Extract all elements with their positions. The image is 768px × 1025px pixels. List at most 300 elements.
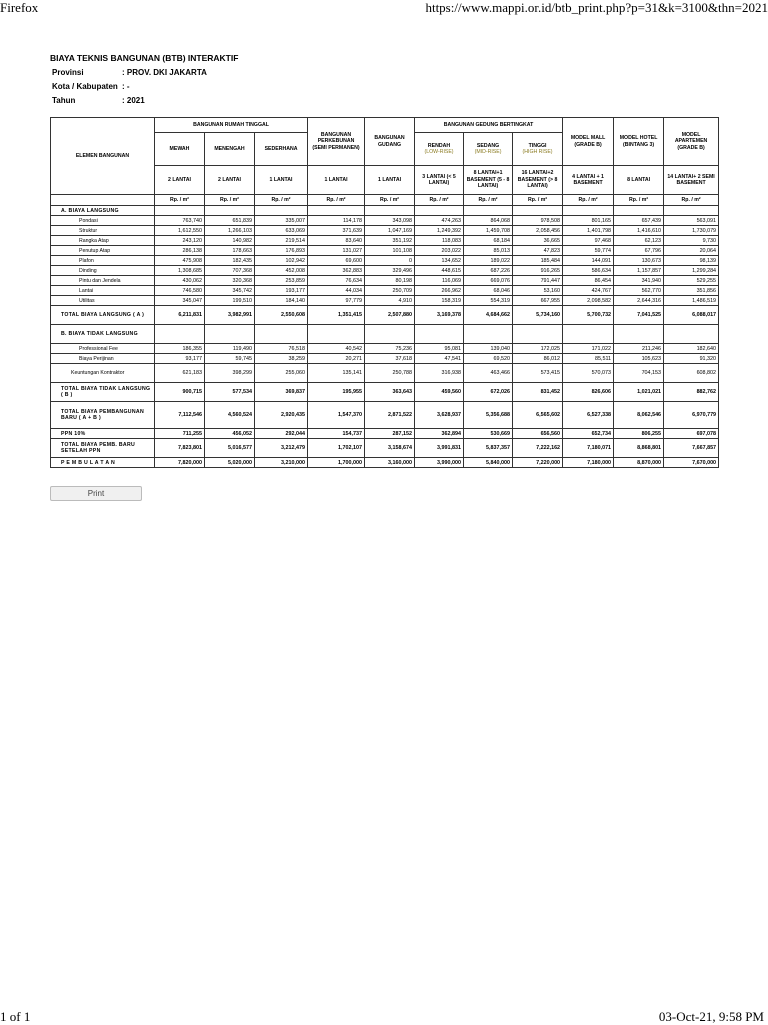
- value-cell: 185,484: [513, 256, 563, 266]
- value-cell: 186,355: [155, 344, 205, 354]
- value-cell: 53,160: [513, 286, 563, 296]
- floors-cell: 1 LANTAI: [308, 166, 365, 195]
- value-cell: 633,069: [255, 226, 308, 236]
- sub-tinggi: [513, 133, 563, 166]
- value-cell: 182,435: [205, 256, 255, 266]
- value-cell: 3,628,937: [415, 402, 464, 429]
- value-cell: 95,081: [415, 344, 464, 354]
- table-row: [51, 429, 719, 439]
- meta-provinsi: [52, 68, 207, 77]
- value-cell: 316,938: [415, 364, 464, 383]
- value-cell: [563, 206, 614, 216]
- value-cell: 4,910: [365, 296, 415, 306]
- value-cell: 199,510: [205, 296, 255, 306]
- sub-sederhana: SEDERHANA: [255, 133, 308, 166]
- value-cell: 1,351,415: [308, 306, 365, 325]
- value-cell: [614, 206, 664, 216]
- value-cell: 85,511: [563, 354, 614, 364]
- value-cell: 250,709: [365, 286, 415, 296]
- value-cell: 134,652: [415, 256, 464, 266]
- value-cell: 20,271: [308, 354, 365, 364]
- floors-cell: 1 LANTAI: [255, 166, 308, 195]
- value-cell: 114,178: [308, 216, 365, 226]
- value-cell: 86,454: [563, 276, 614, 286]
- value-cell: 2,920,435: [255, 402, 308, 429]
- table-row: [51, 286, 719, 296]
- value-cell: 171,022: [563, 344, 614, 354]
- value-cell: 47,541: [415, 354, 464, 364]
- sub-rendah-rise: (LOW-RISE): [424, 149, 454, 155]
- value-cell: 475,908: [155, 256, 205, 266]
- value-cell: 8,868,801: [614, 439, 664, 458]
- value-cell: 189,022: [464, 256, 513, 266]
- value-cell: 8,870,000: [614, 458, 664, 468]
- value-cell: 362,883: [308, 266, 365, 276]
- floors-cell: 2 LANTAI: [155, 166, 205, 195]
- value-cell: 97,468: [563, 236, 614, 246]
- floors-cell: 3 LANTAI (< 5 LANTAI): [415, 166, 464, 195]
- value-cell: 195,955: [308, 383, 365, 402]
- value-cell: 266,962: [415, 286, 464, 296]
- value-cell: [415, 325, 464, 344]
- value-cell: 1,157,857: [614, 266, 664, 276]
- unit-row-spacer: [51, 195, 155, 206]
- row-label: Pintu dan Jendela: [51, 276, 155, 286]
- meta-tahun: [52, 96, 145, 105]
- value-cell: 1,401,798: [563, 226, 614, 236]
- value-cell: 40,542: [308, 344, 365, 354]
- value-cell: 219,514: [255, 236, 308, 246]
- value-cell: 193,177: [255, 286, 308, 296]
- value-cell: 320,368: [205, 276, 255, 286]
- value-cell: 1,486,519: [664, 296, 719, 306]
- floors-cell: 14 LANTAI+ 2 SEMI BASEMENT: [664, 166, 719, 195]
- unit-row: [51, 195, 719, 206]
- sub-sedang-label: SEDANG: [476, 142, 500, 149]
- value-cell: 253,859: [255, 276, 308, 286]
- value-cell: [664, 325, 719, 344]
- value-cell: 119,490: [205, 344, 255, 354]
- value-cell: 1,459,708: [464, 226, 513, 236]
- meta-value: : -: [122, 82, 130, 91]
- value-cell: 2,098,582: [563, 296, 614, 306]
- value-cell: 652,734: [563, 429, 614, 439]
- value-cell: 3,982,991: [205, 306, 255, 325]
- row-label: PPN 10%: [51, 429, 155, 439]
- value-cell: 36,665: [513, 236, 563, 246]
- value-cell: 7,041,525: [614, 306, 664, 325]
- group-gudang-header: BANGUNAN GUDANG: [365, 118, 415, 166]
- value-cell: [155, 325, 205, 344]
- row-label: TOTAL BIAYA PEMB. BARU SETELAH PPN: [51, 439, 155, 458]
- value-cell: [464, 325, 513, 344]
- value-cell: 139,040: [464, 344, 513, 354]
- value-cell: 6,565,602: [513, 402, 563, 429]
- value-cell: 763,740: [155, 216, 205, 226]
- value-cell: 154,737: [308, 429, 365, 439]
- unit-cell: Rp. / m²: [513, 195, 563, 206]
- value-cell: 1,702,107: [308, 439, 365, 458]
- value-cell: 7,820,000: [155, 458, 205, 468]
- value-cell: 176,893: [255, 246, 308, 256]
- row-label: Struktur: [51, 226, 155, 236]
- value-cell: 7,220,000: [513, 458, 563, 468]
- value-cell: 102,942: [255, 256, 308, 266]
- value-cell: 59,774: [563, 246, 614, 256]
- table-row: [51, 306, 719, 325]
- value-cell: 3,160,000: [365, 458, 415, 468]
- row-label: Keuntungan Kontraktor: [51, 364, 155, 383]
- table-row: [51, 458, 719, 468]
- value-cell: 371,639: [308, 226, 365, 236]
- value-cell: 286,138: [155, 246, 205, 256]
- page-counter: 1 of 1: [0, 1009, 31, 1024]
- table-row: [51, 246, 719, 256]
- sub-mewah: MEWAH: [155, 133, 205, 166]
- value-cell: 7,112,546: [155, 402, 205, 429]
- value-cell: [365, 325, 415, 344]
- value-cell: 697,078: [664, 429, 719, 439]
- value-cell: 0: [365, 256, 415, 266]
- value-cell: 178,663: [205, 246, 255, 256]
- value-cell: 101,108: [365, 246, 415, 256]
- value-cell: 118,083: [415, 236, 464, 246]
- unit-cell: Rp. / m²: [155, 195, 205, 206]
- value-cell: 69,520: [464, 354, 513, 364]
- value-cell: 831,452: [513, 383, 563, 402]
- value-cell: 6,211,831: [155, 306, 205, 325]
- value-cell: 243,120: [155, 236, 205, 246]
- value-cell: 68,184: [464, 236, 513, 246]
- value-cell: 68,046: [464, 286, 513, 296]
- table-body: [51, 206, 719, 468]
- value-cell: 351,856: [664, 286, 719, 296]
- value-cell: [155, 206, 205, 216]
- sub-tinggi-rise: (HIGH RISE): [522, 149, 553, 155]
- value-cell: 711,255: [155, 429, 205, 439]
- meta-key: Kota / Kabupaten: [52, 82, 118, 91]
- meta-key: Tahun: [52, 96, 76, 105]
- value-cell: 826,606: [563, 383, 614, 402]
- value-cell: 791,447: [513, 276, 563, 286]
- browser-app-name: Firefox: [0, 0, 39, 15]
- value-cell: 255,060: [255, 364, 308, 383]
- row-label: Penutup Atap: [51, 246, 155, 256]
- value-cell: 59,745: [205, 354, 255, 364]
- value-cell: 456,052: [205, 429, 255, 439]
- value-cell: 530,669: [464, 429, 513, 439]
- value-cell: 707,368: [205, 266, 255, 276]
- value-cell: 292,044: [255, 429, 308, 439]
- value-cell: 801,165: [563, 216, 614, 226]
- row-label: Rangka Atap: [51, 236, 155, 246]
- floors-cell: 8 LANTAI+1 BASEMENT (5 - 8 LANTAI): [464, 166, 513, 195]
- value-cell: 172,025: [513, 344, 563, 354]
- value-cell: 3,212,479: [255, 439, 308, 458]
- value-cell: 7,823,801: [155, 439, 205, 458]
- value-cell: 363,643: [365, 383, 415, 402]
- value-cell: 577,534: [205, 383, 255, 402]
- value-cell: 345,742: [205, 286, 255, 296]
- value-cell: 7,670,000: [664, 458, 719, 468]
- group-rumah-header: BANGUNAN RUMAH TINGGAL: [155, 118, 308, 133]
- value-cell: 448,615: [415, 266, 464, 276]
- row-label: Dinding: [51, 266, 155, 276]
- value-cell: [205, 206, 255, 216]
- meta-value: : 2021: [122, 96, 145, 105]
- value-cell: 182,640: [664, 344, 719, 354]
- value-cell: 4,684,662: [464, 306, 513, 325]
- meta-value: : PROV. DKI JAKARTA: [122, 68, 207, 77]
- value-cell: 203,022: [415, 246, 464, 256]
- value-cell: 3,169,378: [415, 306, 464, 325]
- value-cell: 562,770: [614, 286, 664, 296]
- meta-key: Provinsi: [52, 68, 84, 77]
- table-row: [51, 206, 719, 216]
- value-cell: 452,008: [255, 266, 308, 276]
- value-cell: 345,047: [155, 296, 205, 306]
- floors-cell: 8 LANTAI: [614, 166, 664, 195]
- value-cell: 672,026: [464, 383, 513, 402]
- row-label: Professional Fee: [51, 344, 155, 354]
- value-cell: 38,259: [255, 354, 308, 364]
- value-cell: 3,210,000: [255, 458, 308, 468]
- table-row: [51, 276, 719, 286]
- row-label: Plafon: [51, 256, 155, 266]
- value-cell: 1,021,021: [614, 383, 664, 402]
- value-cell: 341,940: [614, 276, 664, 286]
- table-row: [51, 325, 719, 344]
- value-cell: 2,507,880: [365, 306, 415, 325]
- floors-cell: 2 LANTAI: [205, 166, 255, 195]
- value-cell: 369,837: [255, 383, 308, 402]
- table-row: [51, 216, 719, 226]
- value-cell: 573,415: [513, 364, 563, 383]
- row-label: Lantai: [51, 286, 155, 296]
- meta-kota: [52, 82, 130, 91]
- value-cell: 91,320: [664, 354, 719, 364]
- value-cell: 1,700,000: [308, 458, 365, 468]
- value-cell: 916,265: [513, 266, 563, 276]
- value-cell: 529,255: [664, 276, 719, 286]
- document-title: BIAYA TEKNIS BANGUNAN (BTB) INTERAKTIF: [50, 53, 239, 63]
- value-cell: 667,955: [513, 296, 563, 306]
- sub-rendah: [415, 133, 464, 166]
- value-cell: 687,226: [464, 266, 513, 276]
- row-label: TOTAL BIAYA PEMBANGUNAN BARU ( A + B ): [51, 402, 155, 429]
- value-cell: 5,020,000: [205, 458, 255, 468]
- value-cell: 621,183: [155, 364, 205, 383]
- row-label: Pondasi: [51, 216, 155, 226]
- value-cell: 474,263: [415, 216, 464, 226]
- value-cell: 3,991,831: [415, 439, 464, 458]
- value-cell: 105,623: [614, 354, 664, 364]
- value-cell: 131,027: [308, 246, 365, 256]
- sub-rendah-label: RENDAH: [427, 142, 451, 149]
- value-cell: 570,073: [563, 364, 614, 383]
- value-cell: 5,734,160: [513, 306, 563, 325]
- value-cell: 7,180,000: [563, 458, 614, 468]
- value-cell: 67,796: [614, 246, 664, 256]
- floors-cell: 1 LANTAI: [365, 166, 415, 195]
- value-cell: 335,007: [255, 216, 308, 226]
- value-cell: 424,767: [563, 286, 614, 296]
- unit-cell: Rp. / m²: [205, 195, 255, 206]
- unit-cell: Rp. / m²: [365, 195, 415, 206]
- unit-cell: Rp. / m²: [664, 195, 719, 206]
- value-cell: 135,141: [308, 364, 365, 383]
- unit-cell: Rp. / m²: [563, 195, 614, 206]
- value-cell: 1,416,610: [614, 226, 664, 236]
- value-cell: [255, 325, 308, 344]
- value-cell: 1,299,284: [664, 266, 719, 276]
- row-label: B. BIAYA TIDAK LANGSUNG: [51, 325, 155, 344]
- value-cell: [365, 206, 415, 216]
- value-cell: 9,730: [664, 236, 719, 246]
- value-cell: [513, 206, 563, 216]
- btb-cost-table: [50, 117, 719, 468]
- value-cell: 4,560,524: [205, 402, 255, 429]
- table-row: [51, 256, 719, 266]
- value-cell: 140,982: [205, 236, 255, 246]
- unit-cell: Rp. / m²: [614, 195, 664, 206]
- value-cell: 86,012: [513, 354, 563, 364]
- value-cell: 669,076: [464, 276, 513, 286]
- value-cell: 47,823: [513, 246, 563, 256]
- print-datetime: 03-Oct-21, 9:58 PM: [658, 1009, 764, 1024]
- unit-cell: Rp. / m²: [308, 195, 365, 206]
- value-cell: 1,730,079: [664, 226, 719, 236]
- unit-cell: Rp. / m²: [415, 195, 464, 206]
- value-cell: 6,527,338: [563, 402, 614, 429]
- value-cell: 8,062,546: [614, 402, 664, 429]
- table-row: [51, 439, 719, 458]
- value-cell: 7,667,857: [664, 439, 719, 458]
- group-hotel-header: MODEL HOTEL (BINTANG 3): [614, 118, 664, 166]
- value-cell: 287,152: [365, 429, 415, 439]
- table-row: [51, 296, 719, 306]
- value-cell: 98,139: [664, 256, 719, 266]
- value-cell: 5,016,577: [205, 439, 255, 458]
- value-cell: 2,644,316: [614, 296, 664, 306]
- value-cell: 806,255: [614, 429, 664, 439]
- value-cell: 184,140: [255, 296, 308, 306]
- value-cell: 76,634: [308, 276, 365, 286]
- value-cell: [308, 206, 365, 216]
- value-cell: [308, 325, 365, 344]
- row-label: A. BIAYA LANGSUNG: [51, 206, 155, 216]
- value-cell: 704,153: [614, 364, 664, 383]
- value-cell: 76,518: [255, 344, 308, 354]
- value-cell: [415, 206, 464, 216]
- value-cell: 656,560: [513, 429, 563, 439]
- value-cell: 398,299: [205, 364, 255, 383]
- value-cell: 85,013: [464, 246, 513, 256]
- value-cell: 3,990,000: [415, 458, 464, 468]
- value-cell: 1,047,169: [365, 226, 415, 236]
- unit-cell: Rp. / m²: [464, 195, 513, 206]
- table-row: [51, 226, 719, 236]
- value-cell: 7,180,071: [563, 439, 614, 458]
- value-cell: 144,091: [563, 256, 614, 266]
- row-label: Biaya Perijinan: [51, 354, 155, 364]
- value-cell: 608,802: [664, 364, 719, 383]
- value-cell: 7,222,162: [513, 439, 563, 458]
- table-row: [51, 354, 719, 364]
- value-cell: 158,319: [415, 296, 464, 306]
- value-cell: [513, 325, 563, 344]
- value-cell: 978,508: [513, 216, 563, 226]
- group-apartemen-header: MODEL APARTEMEN (GRADE B): [664, 118, 719, 166]
- sub-menengah: MENENGAH: [205, 133, 255, 166]
- sub-tinggi-label: TINGGI: [528, 142, 547, 149]
- value-cell: 362,894: [415, 429, 464, 439]
- value-cell: 69,600: [308, 256, 365, 266]
- value-cell: 900,715: [155, 383, 205, 402]
- value-cell: 116,069: [415, 276, 464, 286]
- table-row: [51, 344, 719, 354]
- value-cell: 83,640: [308, 236, 365, 246]
- value-cell: 5,700,732: [563, 306, 614, 325]
- print-button[interactable]: Print: [50, 486, 142, 501]
- value-cell: 651,839: [205, 216, 255, 226]
- value-cell: 20,064: [664, 246, 719, 256]
- value-cell: 2,871,522: [365, 402, 415, 429]
- value-cell: 62,123: [614, 236, 664, 246]
- value-cell: 1,308,685: [155, 266, 205, 276]
- value-cell: 5,837,357: [464, 439, 513, 458]
- group-mall-header: MODEL MALL (GRADE B): [563, 118, 614, 166]
- value-cell: 80,198: [365, 276, 415, 286]
- value-cell: 586,634: [563, 266, 614, 276]
- value-cell: 75,236: [365, 344, 415, 354]
- value-cell: 430,062: [155, 276, 205, 286]
- table-row: [51, 402, 719, 429]
- table-row: [51, 364, 719, 383]
- row-label: P E M B U L A T A N: [51, 458, 155, 468]
- floors-cell: 4 LANTAI + 1 BASEMENT: [563, 166, 614, 195]
- floors-cell: 16 LANTAI+2 BASEMENT (> 8 LANTAI): [513, 166, 563, 195]
- table-row: [51, 266, 719, 276]
- value-cell: 1,266,103: [205, 226, 255, 236]
- value-cell: [464, 206, 513, 216]
- value-cell: 5,840,000: [464, 458, 513, 468]
- value-cell: 5,356,688: [464, 402, 513, 429]
- value-cell: [563, 325, 614, 344]
- value-cell: 211,246: [614, 344, 664, 354]
- value-cell: 3,158,674: [365, 439, 415, 458]
- unit-cell: Rp. / m²: [255, 195, 308, 206]
- row-label: TOTAL BIAYA LANGSUNG ( A ): [51, 306, 155, 325]
- value-cell: 97,779: [308, 296, 365, 306]
- value-cell: 250,788: [365, 364, 415, 383]
- value-cell: 93,177: [155, 354, 205, 364]
- value-cell: 746,580: [155, 286, 205, 296]
- value-cell: 343,098: [365, 216, 415, 226]
- table-row: [51, 383, 719, 402]
- value-cell: [664, 206, 719, 216]
- group-perkebunan-header: BANGUNAN PERKEBUNAN (SEMI PERMANEN): [308, 118, 365, 166]
- value-cell: 6,970,779: [664, 402, 719, 429]
- value-cell: 2,058,456: [513, 226, 563, 236]
- sub-sedang-rise: (MID-RISE): [474, 149, 502, 155]
- row-label: TOTAL BIAYA TIDAK LANGSUNG ( B ): [51, 383, 155, 402]
- value-cell: 44,034: [308, 286, 365, 296]
- value-cell: [205, 325, 255, 344]
- value-cell: 329,496: [365, 266, 415, 276]
- value-cell: 1,249,392: [415, 226, 464, 236]
- row-label: Utilitas: [51, 296, 155, 306]
